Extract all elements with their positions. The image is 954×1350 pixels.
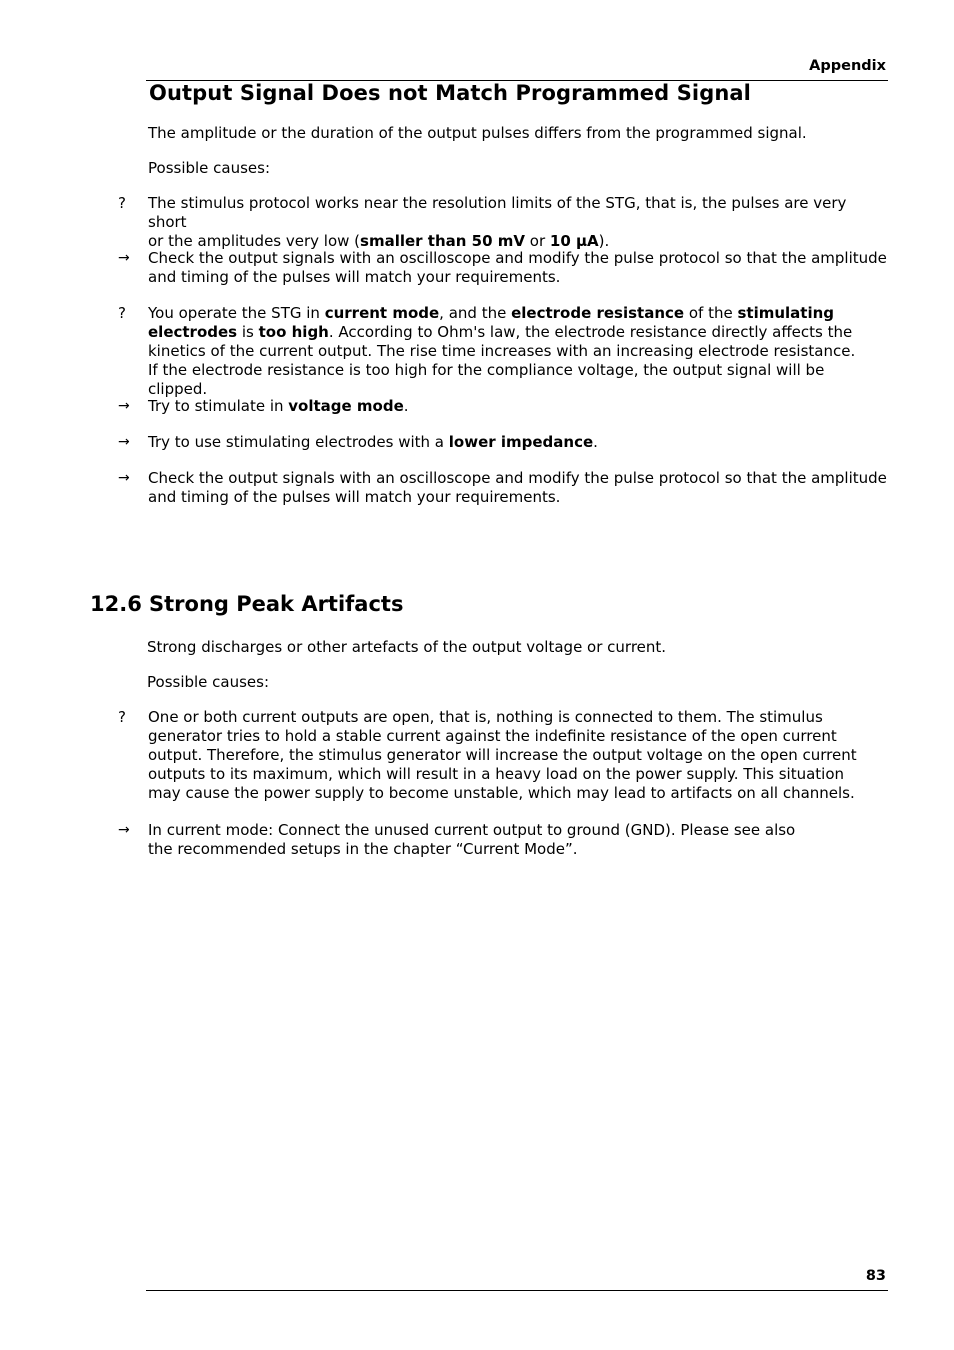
bold-term: electrodes: [148, 323, 238, 341]
remedy-line: the recommended setups in the chapter “Current Mode”.: [148, 840, 578, 858]
arrow-right-icon: →: [118, 470, 130, 486]
page-number: 83: [865, 1268, 886, 1284]
bold-term: electrode resistance: [511, 304, 685, 322]
question-marker: ?: [118, 304, 126, 322]
bold-term: current mode: [324, 304, 440, 322]
question-marker: ?: [118, 708, 126, 726]
bold-term: 10 µA: [549, 232, 599, 250]
remedy-line: In current mode: Connect the unused current output to ground (GND). Please see also: [148, 821, 796, 839]
remedy-line: Check the output signals with an oscilloscope and modify the pulse protocol so that the amplitude: [148, 469, 887, 487]
cause-line: One or both current outputs are open, that is, nothing is connected to them. The stimulus: [148, 708, 823, 726]
cause-line: outputs to its maximum, which will result in a heavy load on the power supply. This situation: [148, 765, 845, 783]
remedy-line: Check the output signals with an oscilloscope and modify the pulse protocol so that the amplitude: [148, 249, 887, 267]
possible-causes-label: Possible causes:: [147, 673, 270, 691]
bold-term: stimulating: [737, 304, 835, 322]
footer-rule: [146, 1290, 888, 1291]
section-number: 12.6: [90, 592, 142, 616]
cause-item: [118, 194, 888, 250]
cause-line: electrodes is too high. According to Ohm's law, the electrode resistance directly affects the: [148, 323, 853, 341]
remedy-line: Try to use stimulating electrodes with a lower impedance.: [148, 433, 598, 451]
cause-line: may cause the power supply to become unstable, which may lead to artifacts on all channels.: [148, 784, 855, 802]
possible-causes-label: Possible causes:: [148, 159, 271, 177]
remedy-item: [118, 469, 888, 509]
arrow-right-icon: →: [118, 398, 130, 414]
cause-line: You operate the STG in current mode, and the electrode resistance of the stimulating: [148, 304, 835, 322]
remedy-line: Try to stimulate in voltage mode.: [148, 397, 409, 415]
remedy-item: [118, 433, 888, 453]
section-intro: Strong discharges or other artefacts of the output voltage or current.: [147, 638, 667, 656]
remedy-item: [118, 249, 888, 289]
bold-term: voltage mode: [288, 397, 404, 415]
running-header: Appendix: [809, 58, 886, 74]
cause-line: output. Therefore, the stimulus generator will increase the output voltage on the open current: [148, 746, 857, 764]
arrow-right-icon: →: [118, 250, 130, 266]
bold-term: lower impedance: [448, 433, 594, 451]
cause-item: [118, 304, 888, 398]
cause-line: or the amplitudes very low (smaller than 50 mV or 10 µA).: [148, 232, 610, 250]
remedy-line: and timing of the pulses will match your requirements.: [148, 268, 561, 286]
cause-line: kinetics of the current output. The rise time increases with an increasing electrode resistance.: [148, 342, 856, 360]
section-heading-strong-peak-artifacts: [90, 592, 403, 616]
cause-item: [118, 708, 888, 805]
bold-term: smaller than 50 mV: [360, 232, 525, 250]
section-title-output-signal: Output Signal Does not Match Programmed Signal: [149, 81, 751, 105]
cause-line: The stimulus protocol works near the resolution limits of the STG, that is, the pulses are very short: [148, 194, 847, 231]
section-intro: The amplitude or the duration of the output pulses differs from the programmed signal.: [148, 124, 807, 142]
remedy-line: and timing of the pulses will match your requirements.: [148, 488, 561, 506]
arrow-right-icon: →: [118, 822, 130, 838]
cause-line: If the electrode resistance is too high for the compliance voltage, the output signal will be clipped.: [148, 361, 825, 398]
remedy-item: [118, 397, 888, 417]
remedy-item: [118, 821, 888, 861]
section-title: Strong Peak Artifacts: [149, 592, 404, 616]
bold-term: too high: [258, 323, 329, 341]
cause-line: generator tries to hold a stable current against the indefinite resistance of the open current: [148, 727, 837, 745]
arrow-right-icon: →: [118, 434, 130, 450]
question-marker: ?: [118, 194, 126, 212]
